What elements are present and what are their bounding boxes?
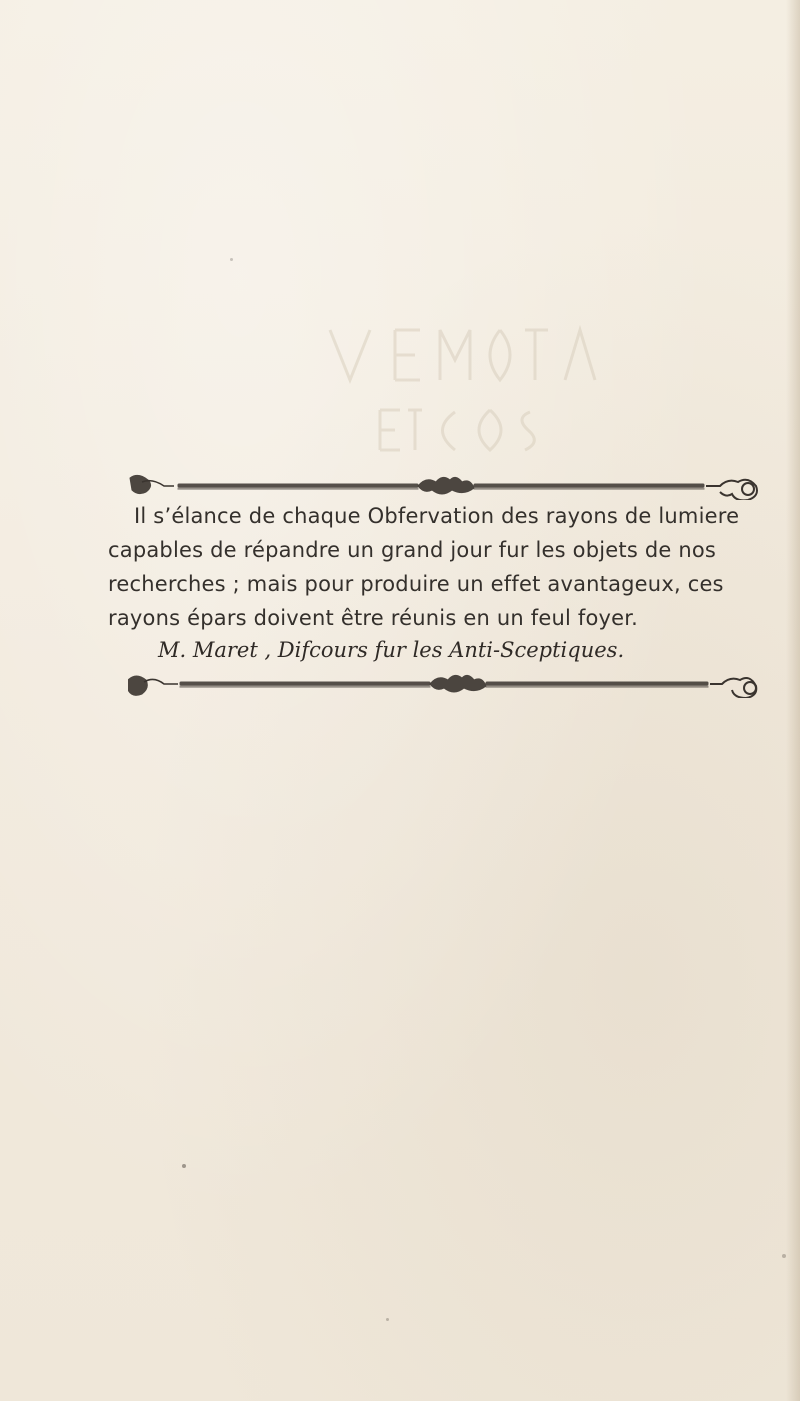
- bleed-through-title: [0, 0, 800, 480]
- epigraph-line: rayons épars doivent être réunis en un feul foyer.: [108, 606, 639, 630]
- ornament-rule-top: [128, 472, 764, 500]
- epigraph-attribution: M. Maret , Difcours fur les Anti-Sceptiques.: [158, 638, 625, 662]
- paper-speck: [386, 1318, 389, 1321]
- epigraph-line: capables de répandre un grand jour fur les objets de nos: [108, 538, 717, 562]
- paper-speck: [182, 1164, 186, 1168]
- paper-speck: [230, 258, 233, 261]
- page-edge-shadow: [786, 0, 800, 1401]
- ornament-rule-bottom: [128, 670, 764, 698]
- epigraph-line: recherches ; mais pour produire un effet avantageux, ces: [108, 572, 724, 596]
- epigraph-line: Il s’élance de chaque Obfervation des rayons de lumiere: [134, 504, 740, 528]
